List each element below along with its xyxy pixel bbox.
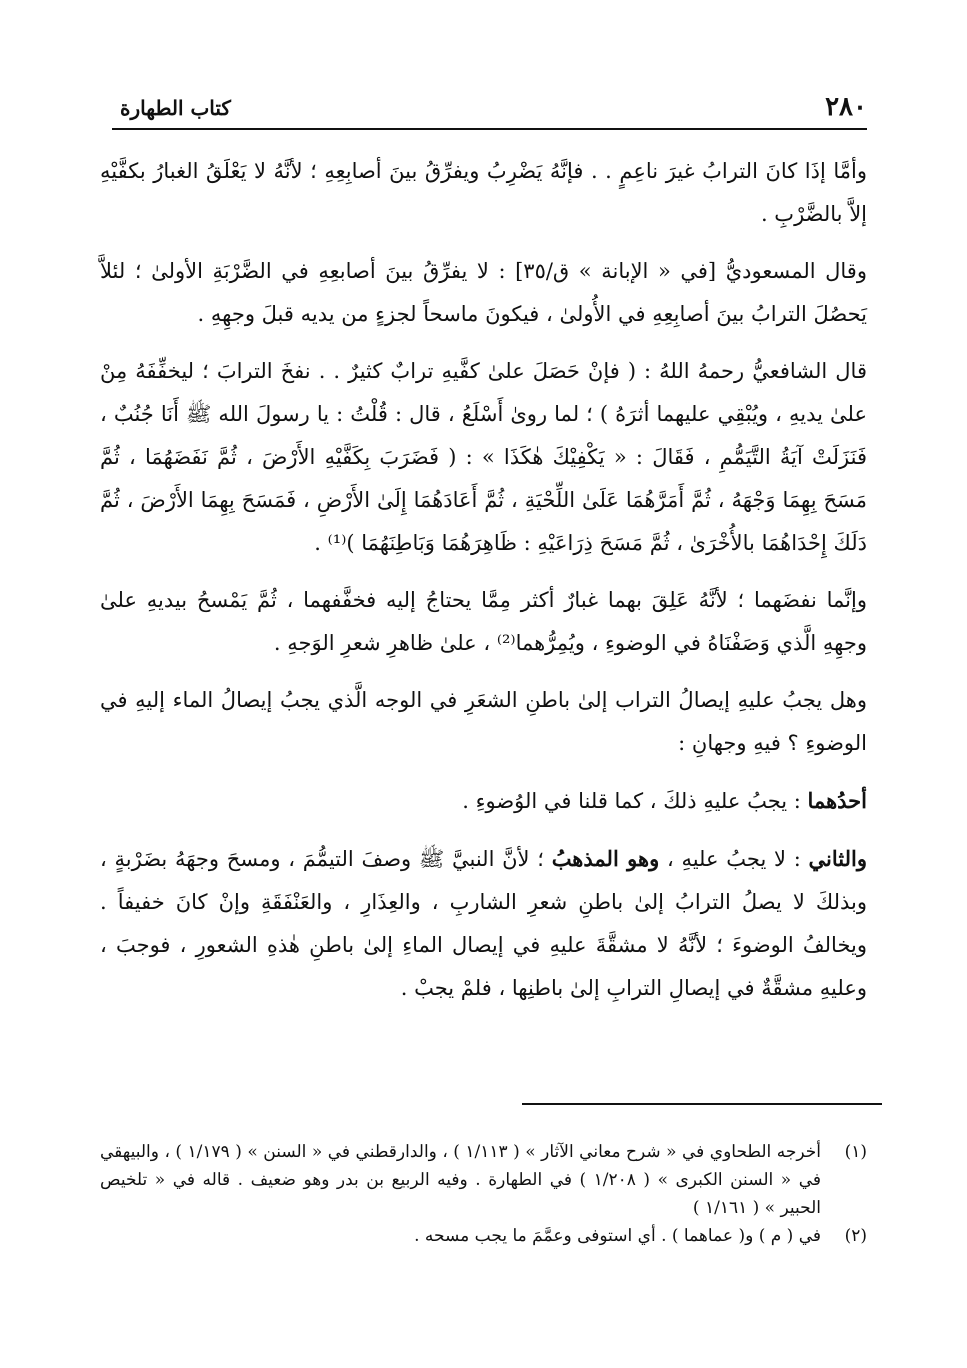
first-view-text: : يجبُ عليهِ ذلكَ ، كما قلنا في الوُضوءِ . bbox=[462, 789, 808, 813]
paragraph: وهل يجبُ عليهِ إيصالُ التراب إلىٰ باطنِ الشعَرِ في الوجه الَّذي يجبُ إيصالُ الماء إليهِ في الوضوءِ ؟ فيهِ وجهانِ : bbox=[100, 688, 867, 755]
footnotes bbox=[100, 1138, 867, 1250]
first-view-label: أحدُهما bbox=[807, 788, 867, 813]
second-view-text-b: ؛ لأنَّ النبيَّ ﷺ وصفَ التيمُّمَ ، ومسحَ وجهَهُ بضَرْبةٍ ، وبذلكَ لا يصلُ الترابُ إلىٰ باطنِ شعرِ الشاربِ ، والعِذَارِ ، والعَنْفَقَةِ وإنْ كانَ خفيفاً . ويخالفُ الوضوءَ ؛ لأنَّهُ لا مشقَّةَ عليهِ في إيصال الماءِ إلىٰ باطنِ هٰذهِ الشعورِ ، فوجبَ ، وعليهِ مشقَّةٌ في إيصالِ الترابِ إلىٰ باطنِها ، فلمْ يجبْ . bbox=[100, 847, 867, 1000]
page-header bbox=[120, 92, 867, 128]
paragraph: وقال المسعوديُّ [في « الإبانة » ق/٣٥] : لا يفرِّقُ بينَ أصابعِهِ في الضَّرْبَةِ الأولىٰ ؛ لئلاَّ يَحصُلَ الترابُ بينَ أصابِعِهِ في الأُولىٰ ، فيكونَ ماسحاً لجزءٍ من يديه قبلَ وجهِهِ . bbox=[100, 259, 867, 326]
footnote-divider bbox=[522, 1103, 882, 1105]
footnote-text: أخرجه الطحاوي في « شرح معاني الآثار » ( ١/١١٣ ) ، والدارقطني في « السنن » ( ١/١٧٩ ) ، والبيهقي في « السنن الكبرى » ( ١/٢٠٨ ) في الطهارة . وفيه الربيع بن بدر وهو ضعيف . قاله في « تلخيص الحبير » ( ١/١٦١ ) bbox=[100, 1142, 821, 1218]
footnote-1 bbox=[100, 1138, 867, 1222]
footnote-mark: (١) bbox=[844, 1142, 867, 1162]
second-view-text-a: : لا يجبُ عليهِ ، bbox=[659, 847, 809, 871]
paragraph: وأمَّا إذَا كانَ الترابُ غيرَ ناعِمٍ . . فإنَّهُ يَضْرِبُ ويفرِّقُ بينَ أصابِعِهِ ؛ لأنَّهُ لا يَعْلَقُ الغبارُ بكفَّيْهِ إلاَّ بالضَّرْبِ . bbox=[100, 159, 867, 226]
first-view-paragraph bbox=[100, 779, 867, 823]
page-number: ٢٨٠ bbox=[825, 92, 867, 122]
madhhab-emphasis: وهو المذهبُ bbox=[551, 846, 660, 871]
footnote-mark: (٢) bbox=[844, 1226, 867, 1246]
main-text bbox=[100, 150, 867, 1024]
paragraph: قال الشافعيُّ رحمهُ اللهُ : ( فإنْ حَصَلَ علىٰ كفَّيهِ ترابٌ كثيرٌ . . نفخَ الترابَ ؛ ليخفِّفَهُ مِنْ علىٰ يديهِ ، ويُبْقِي عليهما أثرَهُ ) ؛ لما روىٰ أَسْلَعُ ، قال : قُلْتُ : يا رسولَ الله ﷺ أَنَا جُنُبٌ ، فَنَزَلَتْ آيَةُ التَّيَمُّمِ ، فَقَالَ : « يَكْفِيْكَ هٰكَذَا » : ( فَضَرَبَ بِكَفَّيْهِ الأَرْضَ ، ثُمَّ نَفَضَهُمَا ، ثُمَّ مَسَحَ بِهِمَا وَجْهَهُ ، ثُمَّ أَمَرَّهُمَا عَلَىٰ اللِّحْيَةِ ، ثُمَّ أَعَادَهُمَا إِلَىٰ الأَرْضِ ، فَمَسَحَ بِهِمَا الأَرْضَ ، ثُمَّ دَلَكَ إِحْدَاهُمَا بالأُخْرَىٰ ، ثُمَّ مَسَحَ ذِرَاعَيْهِ : ظَاهِرَهُمَا وَبَاطِنَهُمَا )⁽¹⁾ . bbox=[100, 359, 867, 555]
header-divider bbox=[112, 128, 867, 130]
footnote-text: في ( م ) و( عماهما ) . أي استوفى وعمَّمَ ما يجب مسحه . bbox=[414, 1226, 821, 1246]
paragraph: وإنَّما نفضَهما ؛ لأنَّهُ عَلِقَ بهما غبارٌ أكثر مِمَّا يحتاجُ إليه فخفَّفهما ، ثُمَّ يَمْسحُ بيديهِ علىٰ وجهِهِ الَّذي وَصَفْنَاهُ في الوضوءِ ، ويُمِرُّهما⁽²⁾ ، علىٰ ظاهرِ شعرِ الوَجهِ . bbox=[100, 588, 867, 655]
running-title: كتاب الطهارة bbox=[120, 96, 231, 120]
second-view-paragraph bbox=[100, 837, 867, 1010]
footnote-2 bbox=[100, 1222, 867, 1250]
second-view-label: والثاني bbox=[808, 846, 868, 871]
